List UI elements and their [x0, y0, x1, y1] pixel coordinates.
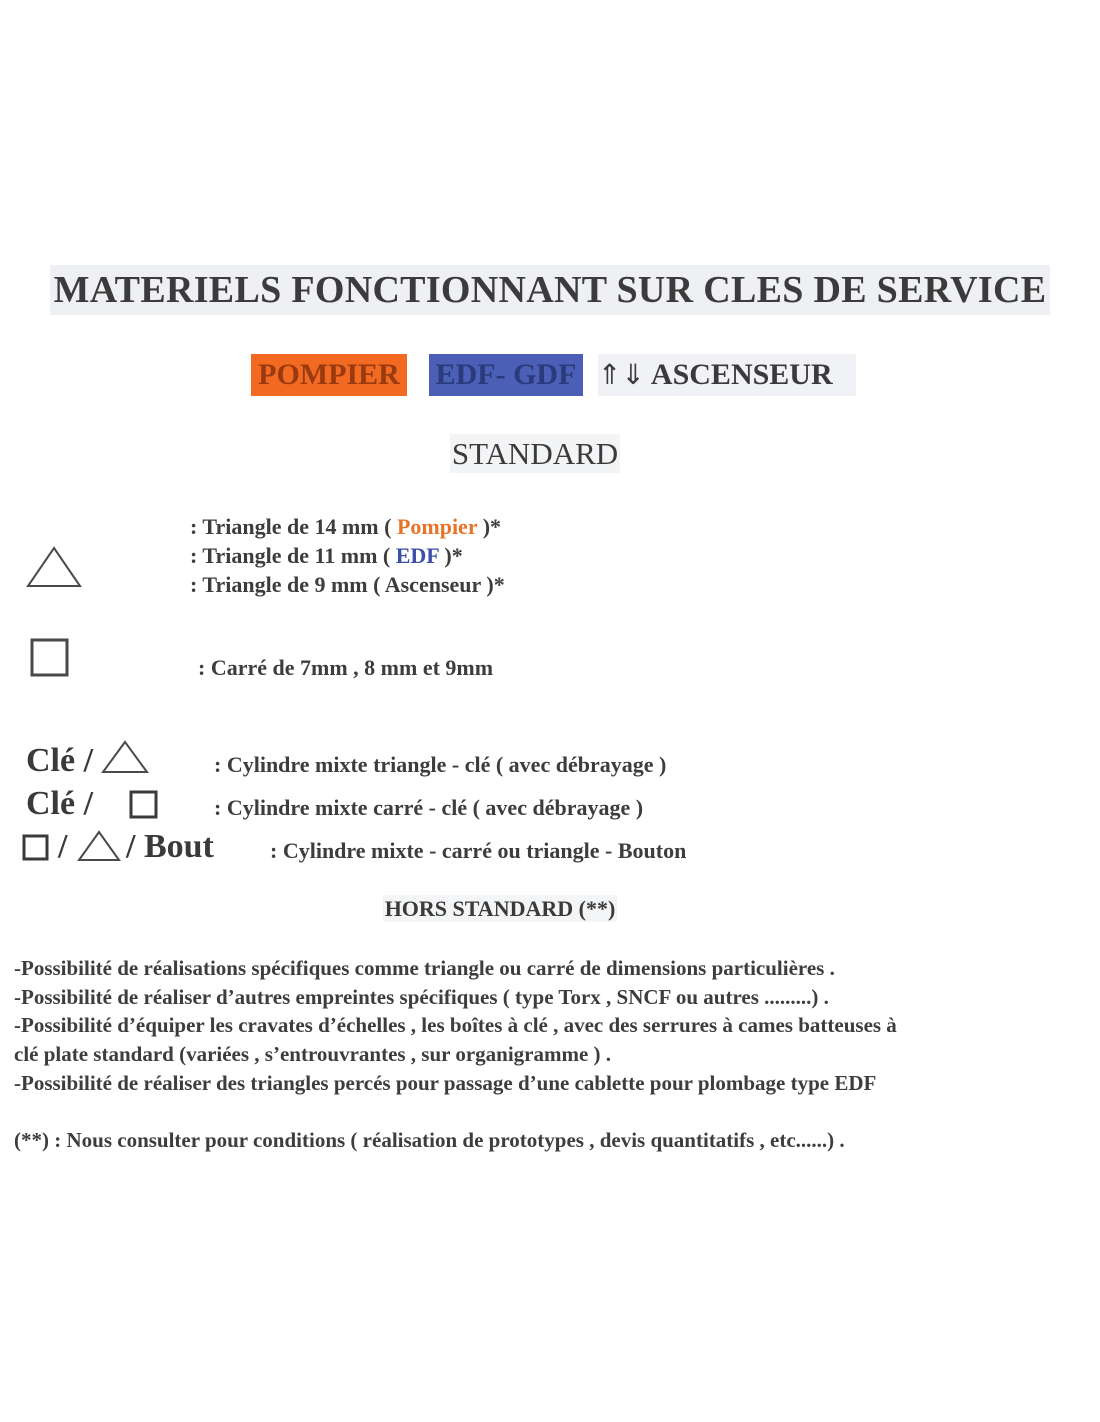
triangle-line-prefix: : Triangle de 11 mm (	[190, 543, 396, 568]
triangle-icon	[26, 546, 82, 588]
triangle-line-name: Pompier	[396, 514, 478, 539]
square-icon	[129, 790, 159, 820]
hors-standard-heading	[0, 896, 1000, 922]
mixte-line-carre-cle: : Cylindre mixte carré - clé ( avec débrayage )	[214, 795, 644, 820]
triangle-line-text: : Triangle de 9 mm ( Ascenseur )*	[190, 572, 505, 597]
triangle-line-suffix: )*	[438, 543, 463, 568]
triangle-line-prefix: : Triangle de 14 mm (	[190, 514, 397, 539]
key-symbol-text: Clé /	[26, 742, 94, 779]
page-title	[0, 268, 1100, 312]
triangle-line-pompier	[190, 514, 501, 540]
badge-pompier: POMPIER	[251, 354, 407, 396]
paragraph-line: -Possibilité de réalisations spécifiques comme triangle ou carré de dimensions particulières .	[14, 956, 835, 980]
triangle-icon	[101, 740, 149, 774]
triangle-line-name: EDF	[395, 543, 439, 568]
paragraph-line: -Possibilité de réaliser des triangles percés pour passage d’une cablette pour plombage type EDF	[14, 1071, 877, 1095]
up-down-arrows-icon: ⇑⇓	[598, 358, 645, 391]
service-badges	[0, 354, 1100, 398]
standard-heading	[0, 436, 1070, 472]
consult-note: (**) : Nous consulter pour conditions ( réalisation de prototypes , devis quantitatifs , etc......) .	[14, 1128, 845, 1152]
symbol-separator: /	[58, 828, 68, 865]
key-square-symbol	[26, 785, 93, 823]
hors-standard-heading-text: HORS STANDARD (**)	[384, 896, 616, 921]
triangle-line-ascenseur	[190, 572, 505, 598]
triangle-icon	[77, 830, 121, 862]
badge-ascenseur	[598, 354, 856, 396]
key-symbol-text: Clé /	[26, 785, 94, 822]
triangle-line-suffix: )*	[477, 514, 502, 539]
paragraph-line: -Possibilité d’équiper les cravates d’échelles , les boîtes à clé , avec des serrures à cames batteuses à	[14, 1013, 897, 1037]
standard-heading-text: STANDARD	[451, 436, 619, 471]
paragraph-line: -Possibilité de réaliser d’autres empreintes spécifiques ( type Torx , SNCF ou autres .........) .	[14, 985, 829, 1009]
page-title-text: MATERIELS FONCTIONNANT SUR CLES DE SERVICE	[50, 265, 1051, 315]
triangle-line-edf	[190, 543, 463, 569]
badge-ascenseur-label: ASCENSEUR	[650, 358, 833, 391]
carre-line: : Carré de 7mm , 8 mm et 9mm	[198, 655, 494, 680]
badge-edf-gdf: EDF- GDF	[429, 354, 583, 396]
bouton-symbol: / Bout	[126, 828, 214, 865]
mixte-line-triangle-cle: : Cylindre mixte triangle - clé ( avec débrayage )	[214, 752, 667, 777]
key-triangle-symbol	[26, 742, 93, 780]
paragraph-line: clé plate standard (variées , s’entrouvrantes , sur organigramme ) .	[14, 1042, 612, 1066]
mixte-line-bouton: : Cylindre mixte - carré ou triangle - Bouton	[270, 838, 687, 863]
square-icon	[30, 638, 70, 678]
square-icon	[22, 834, 50, 862]
